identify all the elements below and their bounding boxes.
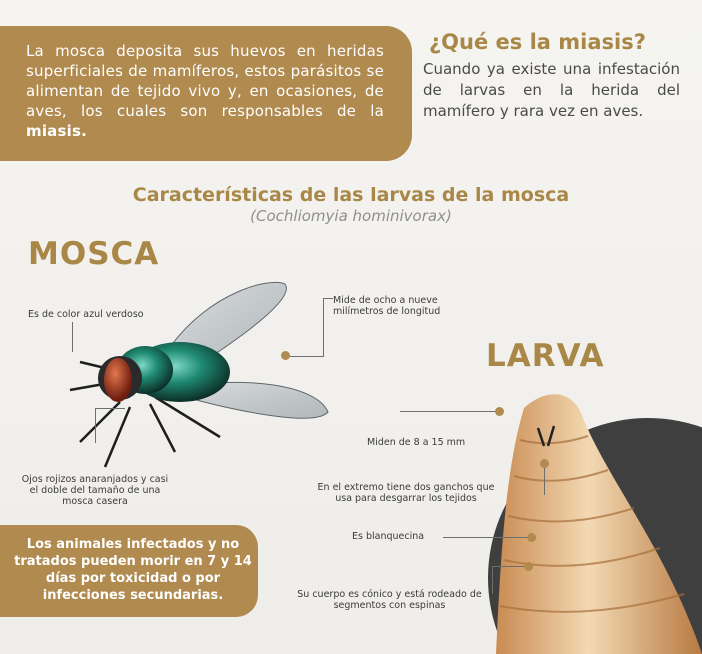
- intro-bold-term: miasis.: [26, 122, 87, 140]
- intro-box: [0, 26, 412, 161]
- question-text: Cuando ya existe una infestación de larvas en la herida del mamífero y rara vez en aves.: [423, 60, 680, 120]
- larva-illustration: [496, 388, 702, 654]
- mosca-label: MOSCA: [28, 236, 160, 272]
- fly-color-note: Es de color azul verdoso: [28, 309, 144, 320]
- section-subtitle: (Cochliomyia hominivorax): [250, 207, 452, 225]
- section-title: Características de las larvas de la mosca: [132, 184, 570, 206]
- larva-hooks-note: En el extremo tiene dos ganchos que usa para desgarrar los tejidos: [317, 482, 495, 504]
- larva-size-note: Miden de 8 a 15 mm: [367, 437, 466, 448]
- fly-size-note: Mide de ocho a nueve milímetros de longitud: [333, 295, 441, 317]
- larva-color-note: Es blanquecina: [352, 531, 425, 542]
- question-title: ¿Qué es la miasis?: [429, 30, 646, 54]
- warning-text: Los animales infectados y no tratados pueden morir en 7 y 14 días por toxicidad o por infecciones secundarias.: [14, 537, 252, 603]
- larva-label: LARVA: [486, 338, 605, 374]
- fly-illustration: [60, 272, 350, 472]
- intro-text: La mosca deposita sus huevos en heridas superficiales de mamíferos, estos parásitos se alimentan de tejido vivo y, en ocasiones, de aves, los cuales son responsables de la miasis.: [26, 42, 384, 140]
- warning-box: [0, 525, 258, 617]
- larva-shape-note: Su cuerpo es cónico y está rodeado de segmentos con espinas: [297, 589, 482, 611]
- fly-eyes-note: Ojos rojizos anaranjados y casi el doble del tamaño de una mosca casera: [21, 474, 169, 507]
